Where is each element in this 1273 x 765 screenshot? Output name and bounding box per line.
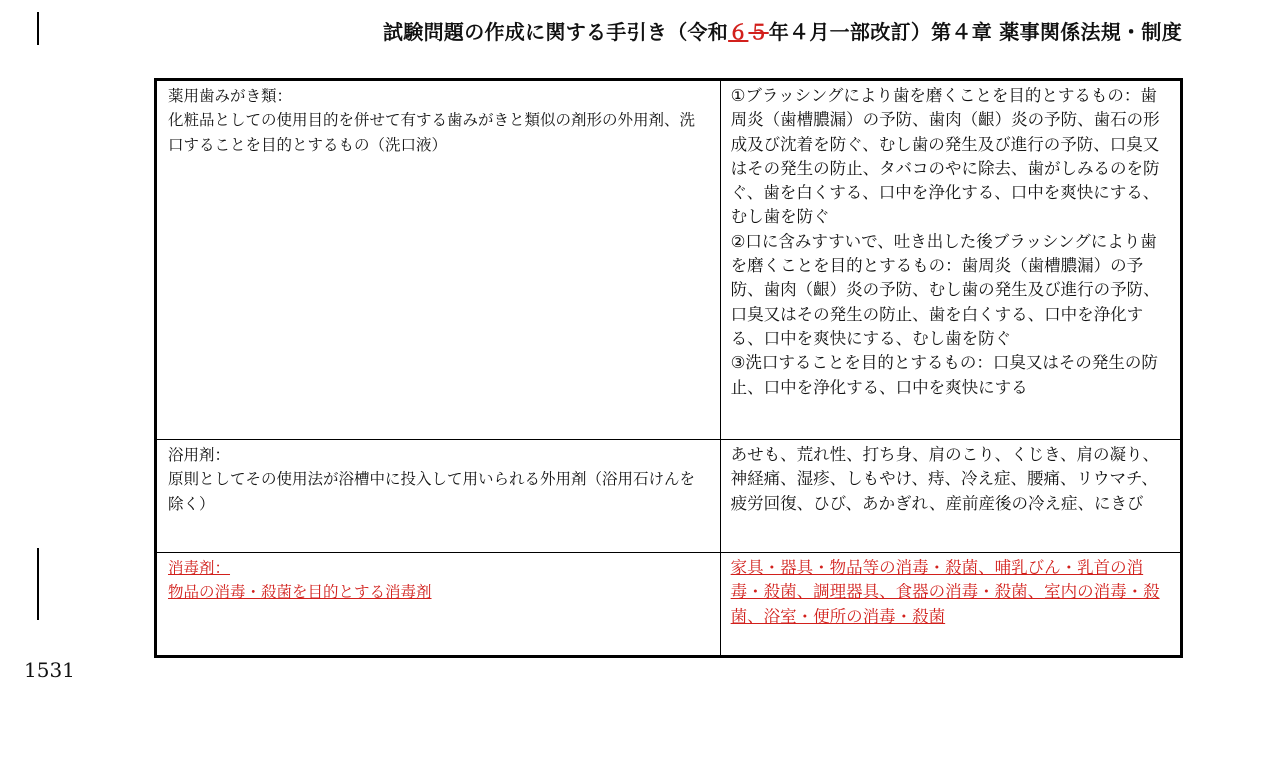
category-cell (156, 440, 721, 553)
effects-cell (720, 80, 1181, 440)
category-definition: 化粧品としての使用目的を併せて有する歯みがきと類似の剤形の外用剤、洗口することを目的とするもの（洗口液） (168, 111, 696, 154)
category-cell (156, 80, 721, 440)
effects-cell (720, 440, 1181, 553)
category-label: 浴用剤： (168, 446, 231, 464)
category-cell (156, 553, 721, 657)
revision-deleted-year: ５ (748, 20, 769, 44)
change-bar-top (37, 12, 39, 45)
effects-text: ①ブラッシングにより歯を磨くことを目的とするもの：歯周炎（歯槽膿漏）の予防、歯肉（齦）炎の予防、歯石の形成及び沈着を防ぐ、むし歯の発生及び進行の予防、口臭又はその発生の防止、タバコのやに除去、歯がしみるのを防ぐ、歯を白くする、口中を浄化する、口中を爽快にする、むし歯を防ぐ ②口に含みすすいで、吐き出した後ブラッシングにより歯を磨くことを目的とするもの：歯周炎（歯槽膿漏）の予防、歯肉（齦）炎の予防、むし歯の発生及び進行の予防、口臭又はその発生の防止、歯を白くする、口中を浄化する、口中を爽快にする、むし歯を防ぐ ③洗口することを目的とするもの：口臭又はその発生の防止、口中を浄化する、口中を爽快にする (730, 86, 1160, 397)
quasi-drug-table (154, 78, 1183, 658)
table-row-inserted (156, 553, 1182, 657)
header-title-suffix: 年４月一部改訂）第４章 薬事関係法規・制度 (768, 20, 1182, 44)
table-row (156, 80, 1182, 440)
page-number: 1531 (24, 658, 75, 682)
category-label: 消毒剤： (168, 559, 231, 577)
change-bar-disinfectant (37, 548, 39, 620)
revision-inserted-year: ６ (728, 20, 749, 44)
header-title-prefix: 試験問題の作成に関する手引き（令和 (383, 20, 729, 44)
effects-text: 家具・器具・物品等の消毒・殺菌、哺乳びん・乳首の消毒・殺菌、調理器具、食器の消毒・殺菌、室内の消毒・殺菌、浴室・便所の消毒・殺菌 (730, 558, 1160, 626)
page-header (383, 16, 1182, 45)
category-label: 薬用歯みがき類： (168, 87, 293, 105)
category-definition: 原則としてその使用法が浴槽中に投入して用いられる外用剤（浴用石けんを除く） (168, 470, 696, 513)
table-row (156, 440, 1182, 553)
category-definition: 物品の消毒・殺菌を目的とする消毒剤 (168, 583, 432, 602)
effects-cell (720, 553, 1181, 657)
effects-text: あせも、荒れ性、打ち身、肩のこり、くじき、肩の凝り、神経痛、湿疹、しもやけ、痔、冷え症、腰痛、リウマチ、疲労回復、ひび、あかぎれ、産前産後の冷え症、にきび (730, 445, 1159, 513)
